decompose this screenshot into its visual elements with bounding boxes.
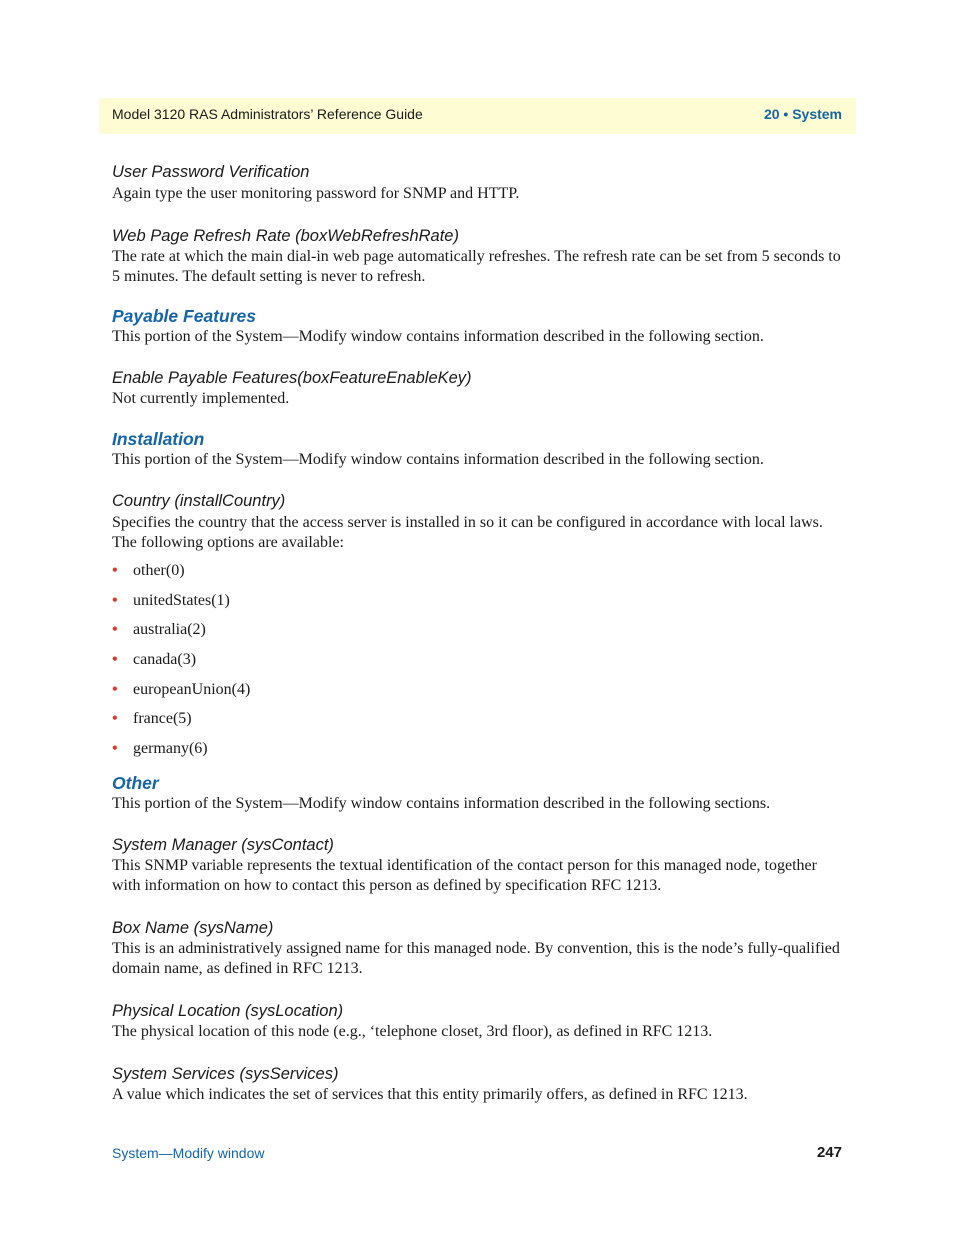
subheading-enable-payable: Enable Payable Features(boxFeatureEnableKey) — [112, 369, 472, 387]
page-header — [99, 98, 856, 134]
paragraph-enable-payable: Not currently implemented. — [112, 390, 290, 407]
paragraph-installation: This portion of the System—Modify window contains information described in the following section. — [112, 451, 764, 468]
guide-title: Model 3120 RAS Administrators’ Reference Guide — [112, 106, 423, 122]
bullet-icon: • — [112, 740, 118, 758]
list-item: • unitedStates(1) — [112, 591, 230, 609]
country-options-list — [112, 561, 842, 759]
page-body — [112, 162, 842, 1105]
paragraph-sys-name: This is an administratively assigned name for this managed node. By convention, this is the node’s fully-qualified domain name, as defined in RFC 1213. — [112, 940, 840, 978]
paragraph-sys-location: The physical location of this node (e.g., ‘telephone closet, 3rd floor), as defined in RFC 1213. — [112, 1023, 713, 1041]
list-item: • france(5) — [112, 710, 192, 728]
subheading-sys-services: System Services (sysServices) — [112, 1065, 339, 1084]
section-heading-payable-features: Payable Features — [112, 306, 256, 326]
section-heading-other: Other — [112, 773, 159, 794]
paragraph-sys-contact: This SNMP variable represents the textual identification of the contact person for this managed node, together with information on how to contact this person as defined by specification RFC 1213. — [112, 857, 817, 895]
bullet-icon: • — [112, 680, 118, 698]
paragraph-user-password: Again type the user monitoring password for SNMP and HTTP. — [112, 185, 520, 202]
paragraph-sys-services: A value which indicates the set of services that this entity primarily offers, as defined in RFC 1213. — [112, 1086, 748, 1104]
subheading-sys-contact: System Manager (sysContact) — [112, 836, 334, 855]
subheading-user-password: User Password Verification — [112, 163, 310, 181]
chapter-title: 20 • System — [763, 106, 842, 122]
paragraph-country: Specifies the country that the access server is installed in so it can be configured in accordance with local laws. The following options are available: — [112, 514, 823, 551]
bullet-icon: • — [112, 562, 118, 579]
subheading-sys-name: Box Name (sysName) — [112, 919, 274, 938]
list-item: • canada(3) — [112, 651, 197, 669]
page-number: 247 — [816, 1144, 842, 1161]
subheading-web-refresh: Web Page Refresh Rate (boxWebRefreshRate) — [112, 227, 459, 245]
paragraph-other: This portion of the System—Modify window contains information described in the following sections. — [112, 795, 771, 813]
paragraph-payable-features: This portion of the System—Modify window contains information described in the following section. — [112, 328, 764, 345]
list-item: • other(0) — [112, 562, 185, 579]
subheading-sys-location: Physical Location (sysLocation) — [112, 1002, 344, 1021]
paragraph-web-refresh: The rate at which the main dial-in web page automatically refreshes. The refresh rate can be set from 5 seconds to 5 minutes. The default setting is never to refresh. — [112, 248, 841, 285]
list-item: • australia(2) — [112, 621, 206, 639]
section-heading-installation: Installation — [112, 429, 205, 449]
subheading-country: Country (installCountry) — [112, 492, 286, 510]
list-item: • germany(6) — [112, 740, 208, 758]
bullet-icon: • — [112, 591, 118, 609]
bullet-icon: • — [112, 621, 118, 639]
list-item: • europeanUnion(4) — [112, 680, 251, 698]
bullet-icon: • — [112, 710, 118, 728]
footer-section-name: System—Modify window — [112, 1145, 265, 1161]
bullet-icon: • — [112, 651, 118, 669]
